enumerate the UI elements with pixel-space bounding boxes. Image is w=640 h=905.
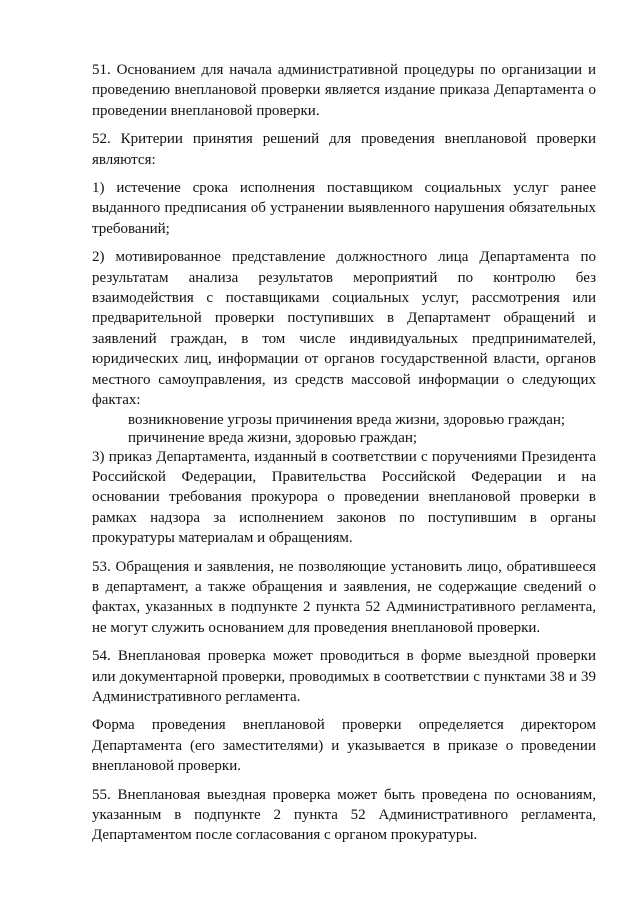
criteria-item-3: 3) приказ Департамента, изданный в соответствии с поручениями Президента Российской Федерации, Правительства Российской Федерации и на основании требования прокурора о проведении внеплановой проверки в рамках надзора за исполнением законов по поступившим в органы прокуратуры материалам и обращениям. bbox=[92, 448, 596, 547]
paragraph-52: 52. Критерии принятия решений для проведения внеплановой проверки являются: bbox=[92, 131, 596, 168]
criteria-item-1: 1) истечение срока исполнения поставщиком социальных услуг ранее выданного предписания об устранении выявленного нарушения обязательных требований; bbox=[92, 180, 596, 237]
document-body bbox=[92, 60, 596, 854]
criteria-item-2: 2) мотивированное представление должностного лица Департамента по результатам анализа результатов мероприятий по контролю без взаимодействия с поставщиками социальных услуг, рассмотрения или предварительной проверки поступивших в Департамент обращений и заявлений граждан, в том числе индивидуальных предпринимателей, юридических лиц, информации от органов государственной власти, органов местного самоуправления, из средств массовой информации о следующих фактах: bbox=[92, 249, 596, 409]
paragraph-51: 51. Основанием для начала административной процедуры по организации и проведению внеплановой проверки является издание приказа Департамента о проведении внеплановой проверки. bbox=[92, 62, 596, 119]
paragraph-55: 55. Внеплановая выездная проверка может быть проведена по основаниям, указанным в подпункте 2 пункта 52 Административного регламента, Департаментом после согласования с органом прокуратуры. bbox=[92, 786, 596, 844]
criteria-item-2-fact-1: возникновение угрозы причинения вреда жизни, здоровью граждан; bbox=[128, 411, 566, 428]
paragraph-53: 53. Обращения и заявления, не позволяющие установить лицо, обратившееся в департамент, а также обращения и заявления, не содержащие сведений о фактах, указанных в подпункте 2 пункта 52 Административного регламента, не могут служить основанием для проведения внеплановой проверки. bbox=[92, 558, 596, 636]
criteria-item-2-fact-2: причинение вреда жизни, здоровью граждан; bbox=[128, 429, 418, 446]
paragraph-54-form: Форма проведения внеплановой проверки определяется директором Департамента (его заместителями) и указывается в приказе о проведении внеплановой проверки. bbox=[92, 717, 596, 775]
paragraph-54: 54. Внеплановая проверка может проводиться в форме выездной проверки или документарной проверки, проводимых в соответствии с пунктами 38 и 39 Административного регламента. bbox=[92, 648, 596, 705]
